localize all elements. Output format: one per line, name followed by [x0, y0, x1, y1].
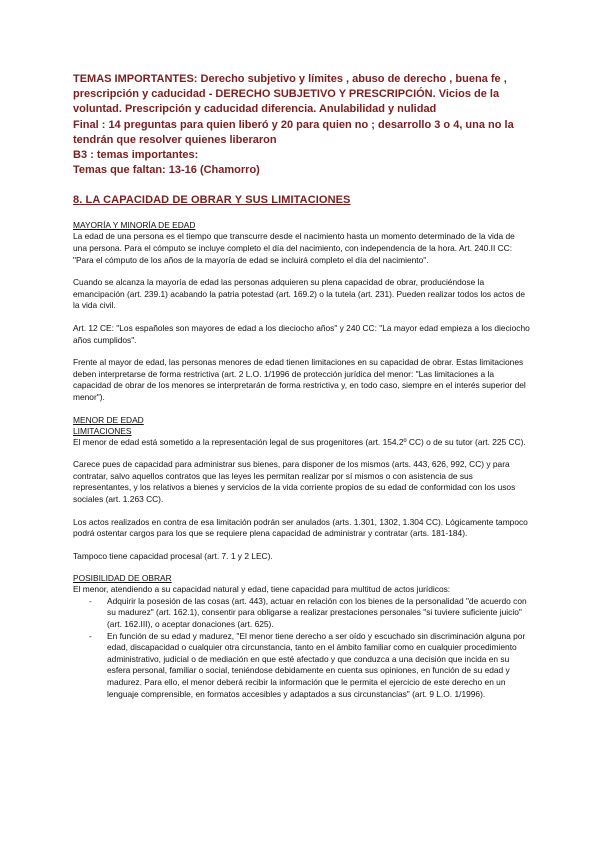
heading-mayoria-minoria: MAYORÍA Y MINORÍA DE EDAD	[73, 220, 196, 231]
notes-line-final: Final : 14 preguntas para quien liberó y 20 para quien no ; desarrollo 3 o 4, una no la tendrán que resolver quienes liberaron	[73, 118, 514, 146]
paragraph-edad-definicion: La edad de una persona es el tiempo que transcurre desde el nacimiento hasta un momento determinado de la vida de una persona. Para el cómputo se incluye completo el día del nacimiento, con independencia de la hora. Art. 240.II CC: "Para el cómputo de los años de la mayoría de edad se incluirá completo el día del nacimiento".	[73, 231, 515, 265]
paragraph-capacidad-administrar: Carece pues de capacidad para administrar sus bienes, para disponer de los mismos (arts. 443, 626, 992, CC) y para contratar, salvo aquellos contratos que las leyes les permitan realizar por sí mismos o con asistencia de sus representantes, y los relativos a bienes y servicios de la vida corriente propios de su edad de conformidad con los usos sociales (art. 1.263 CC).	[73, 459, 516, 504]
list-item: - Adquirir la posesión de las cosas (art. 443), actuar en relación con los bienes de la personalidad "de acuerdo con su madurez" (art. 162.1), consentir para obligarse a realizar prestaciones personales "si tuviere suficiente juicio" (art. 162.III), o aceptar donaciones (art. 625).	[107, 596, 531, 631]
paragraph-mayoria-efectos: Cuando se alcanza la mayoría de edad las personas adquieren su plena capacidad de obrar, produciéndose la emancipación (art. 239.1) acabando la patria potestad (art. 169.2) o la tutela (art. 231). Pueden realizar todos los actos de la vida civil.	[73, 277, 526, 311]
paragraph-representacion-legal: El menor de edad está sometido a la representación legal de sus progenitores (art. 154.2º CC) o de su tutor (art. 225 CC).	[73, 436, 526, 447]
document-page	[73, 72, 531, 700]
notes-line-missing: Temas que faltan: 13-16 (Chamorro)	[73, 164, 260, 177]
paragraph-actos-anulados: Los actos realizados en contra de esa limitación podrán ser anulados (arts. 1.301, 1302, 1.304 CC). Lógicamente tampoco podrá ostentar cargos para los que se requiere plena capacidad de administrar y contratar (arts. 181-184).	[73, 516, 528, 539]
heading-menor-edad: MENOR DE EDAD	[73, 414, 144, 425]
paragraph-capacidad-procesal: Tampoco tiene capacidad procesal (art. 7. 1 y 2 LEC).	[73, 550, 273, 561]
paragraph-limitaciones-menor: Frente al mayor de edad, las personas menores de edad tienen limitaciones en su capacidad de obrar. Estas limitaciones deben interpretarse de forma restrictiva (art. 2 L.O. 1/1996 de protección jurídica del menor: "Las limitaciones a la capacidad de obrar de los menores se interpretarán de forma restrictiva y, en todo caso, siempre en el interés superior del menor").	[73, 357, 526, 402]
section-title: 8. LA CAPACIDAD DE OBRAR Y SUS LIMITACIONES	[73, 194, 351, 207]
notes-line-topics: TEMAS IMPORTANTES: Derecho subjetivo y límites , abuso de derecho , buena fe , prescripción y caducidad - DERECHO SUBJETIVO Y PRESCRIPCIÓN. Vicios de la voluntad. Prescripción y caducidad diferencia. Anulabilidad y nulidad	[73, 73, 507, 116]
paragraph-art12-ce: Art. 12 CE: "Los españoles son mayores de edad a los dieciocho años" y 240 CC: "La mayor edad empieza a los dieciocho años cumplidos".	[73, 322, 530, 345]
list-item: - En función de su edad y madurez, "El menor tiene derecho a ser oído y escuchado sin discriminación alguna por edad, discapacidad o cualquier otra circunstancia, tanto en el ámbito familiar como en cualquier procedimiento administrativo, judicial o de mediación en que esté afectado y que conduzca a una decisión que incida en su esfera personal, familiar o social, teniéndose debidamente en cuenta sus opiniones, en función de su edad y madurez. Para ello, el menor deberá recibir la información que le permita el ejercicio de este derecho en un lenguaje comprensible, en formatos accesibles y adaptados a sus circunstancias" (art. 9 L.O. 1/1996).	[107, 631, 531, 701]
heading-limitaciones: LIMITACIONES	[73, 425, 132, 436]
posibilidad-list	[73, 596, 531, 700]
important-topics-notes	[73, 72, 531, 178]
heading-posibilidad-obrar: POSIBILIDAD DE OBRAR	[73, 573, 172, 584]
paragraph-posibilidad-intro: El menor, atendiendo a su capacidad natural y edad, tiene capacidad para multitud de actos jurídicos:	[73, 584, 451, 595]
notes-line-b3: B3 : temas importantes:	[73, 149, 199, 162]
